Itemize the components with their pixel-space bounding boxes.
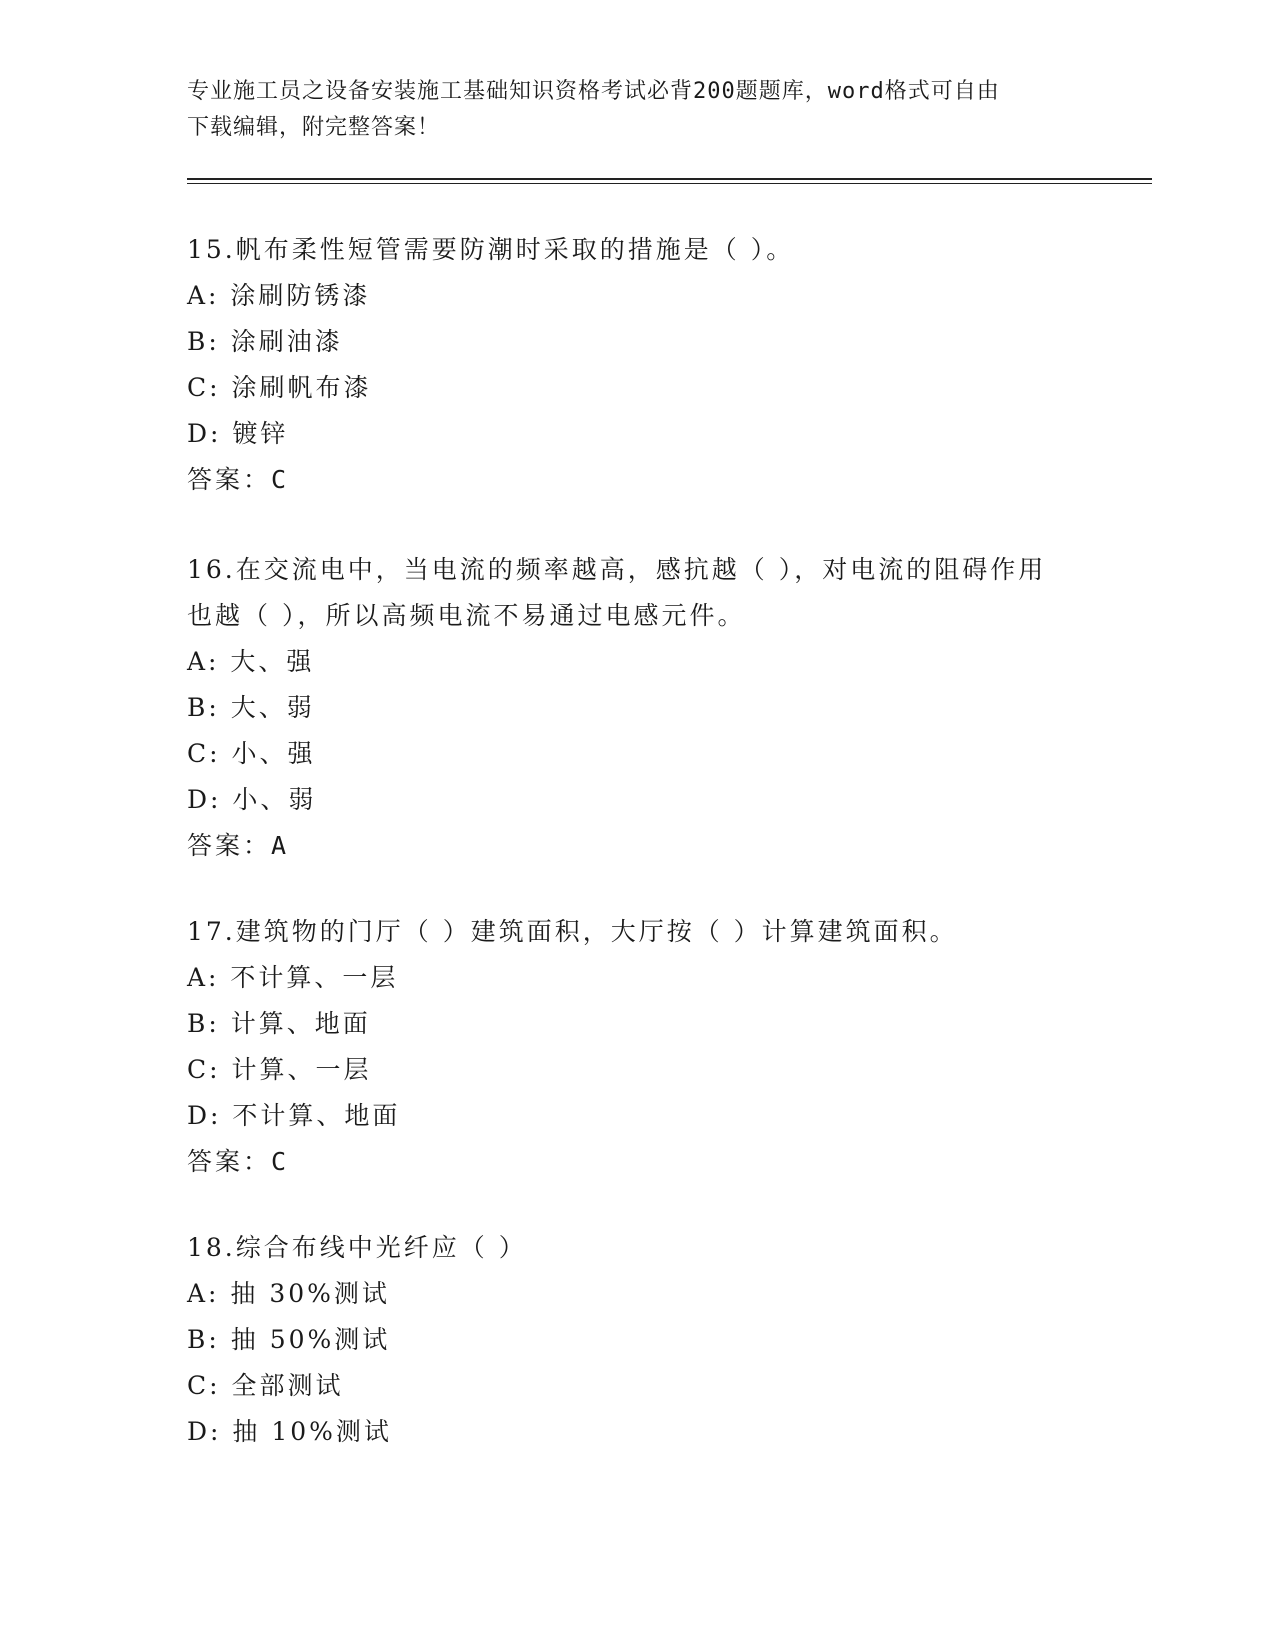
option-d: D: 小、弱	[187, 785, 317, 814]
option-a: A: 抽 30%测试	[187, 1279, 390, 1308]
option-d: D: 不计算、地面	[187, 1101, 401, 1130]
document-header	[187, 74, 1067, 146]
header-line-2: 下载编辑，附完整答案！	[187, 115, 441, 140]
option-b: B: 计算、地面	[187, 1009, 371, 1038]
answer-value: C	[271, 1147, 290, 1176]
answer-value: A	[271, 831, 290, 860]
answer-line	[187, 1139, 1067, 1185]
option-a: A: 大、强	[187, 647, 315, 676]
option-b: B: 抽 50%测试	[187, 1325, 391, 1354]
option-b: B: 涂刷油漆	[187, 327, 343, 356]
option-d: D: 镀锌	[187, 419, 289, 448]
answer-label: 答案：	[187, 465, 272, 494]
option-c: C: 涂刷帆布漆	[187, 373, 372, 402]
option-a: A: 不计算、一层	[187, 963, 399, 992]
header-divider-thin	[187, 183, 1152, 184]
question-17	[187, 909, 1067, 1185]
option-b: B: 大、弱	[187, 693, 315, 722]
header-divider-thick	[187, 178, 1152, 180]
option-c: C: 计算、一层	[187, 1055, 372, 1084]
answer-line	[187, 823, 1067, 869]
question-stem: 15.帆布柔性短管需要防潮时采取的措施是（ ）。	[187, 235, 795, 264]
question-15	[187, 227, 1067, 503]
answer-label: 答案：	[187, 1147, 272, 1176]
option-c: C: 小、强	[187, 739, 316, 768]
answer-line	[187, 457, 1067, 503]
answer-label: 答案：	[187, 831, 272, 860]
question-stem: 18.综合布线中光纤应（ ）	[187, 1233, 527, 1262]
question-stem: 17.建筑物的门厅（ ）建筑面积，大厅按（ ）计算建筑面积。	[187, 917, 958, 946]
question-16	[187, 547, 1067, 869]
header-line-1: 专业施工员之设备安装施工基础知识资格考试必背200题题库，word格式可自由	[187, 79, 1000, 104]
option-c: C: 全部测试	[187, 1371, 344, 1400]
question-stem: 16.在交流电中，当电流的频率越高，感抗越（ ），对电流的阻碍作用也越（ ），所以高频电流不易通过电感元件。	[187, 555, 1047, 630]
option-a: A: 涂刷防锈漆	[187, 281, 371, 310]
option-d: D: 抽 10%测试	[187, 1417, 392, 1446]
question-18	[187, 1225, 1067, 1455]
answer-value: C	[271, 465, 290, 494]
